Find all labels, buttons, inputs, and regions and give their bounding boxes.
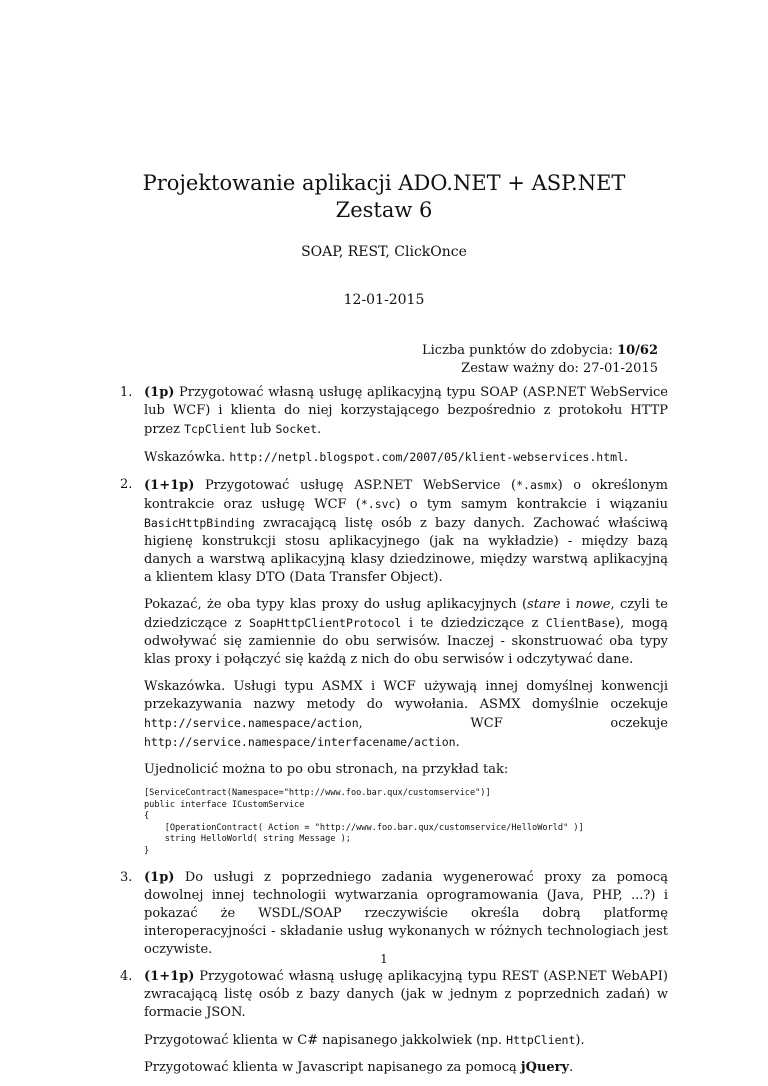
- task-text-part: Przygotować usługę ASP.NET WebService (: [194, 478, 517, 493]
- task-paragraph: Ujednolicić można to po obu stronach, na przykład tak:: [144, 762, 509, 777]
- task-text-part: i: [560, 597, 576, 612]
- task-points: (1+1p): [144, 969, 195, 984]
- code-inline: http://service.namespace/interfacename/action: [144, 735, 456, 749]
- task-number: 4.: [120, 969, 133, 984]
- code-inline: BasicHttpBinding: [144, 516, 255, 530]
- task-paragraph: [144, 596, 668, 669]
- code-inline: *.svc: [360, 497, 396, 511]
- task-text-part: ), mogą odwoływać się zamiennie do obu serwisów. Inaczej - skonstruować oba typy klas proxy i połączyć się każdą z nich do obu serwisów i odczytywać dane.: [144, 616, 668, 667]
- task-text-part: ) o tym samym kontrakcie i wiązaniu: [395, 497, 668, 512]
- task-text-part: i te dziedziczące z: [401, 616, 546, 631]
- task-points: (1p): [144, 385, 175, 400]
- code-inline: Socket: [275, 422, 318, 436]
- points-label: Liczba punktów do zdobycia:: [422, 343, 613, 358]
- code-inline: ClientBase: [545, 616, 616, 630]
- task-text-part: .: [455, 735, 460, 750]
- task-text-part: Przygotować klienta w C# napisanego jakkolwiek (np.: [144, 1033, 507, 1048]
- emphasis: nowe: [575, 597, 611, 612]
- task-4: [120, 968, 668, 1077]
- title-line-2: Zestaw 6: [335, 198, 433, 222]
- task-number: 1.: [120, 385, 133, 400]
- task-text-part: Do usługi z poprzedniego zadania wygenerować proxy za pomocą dowolnej innej technologii wytwarzania oprogramowania (Java, PHP, ...?) i pokazać że WSDL/SOAP rzeczywiście określa dobrą platformę interoperacyjności - składanie usług wykonanych w różnych technologiach jest oczywiste.: [144, 870, 668, 957]
- code-inline: SoapHttpClientProtocol: [249, 616, 402, 630]
- task-hint: [144, 678, 668, 752]
- code-line: }: [144, 845, 150, 856]
- task-text-part: Pokazać, że oba typy klas proxy do usług aplikacyjnych (: [144, 597, 528, 612]
- task-text: [144, 869, 668, 959]
- document-date: 12-01-2015: [343, 292, 425, 308]
- code-inline: *.asmx: [516, 478, 558, 492]
- hint-label: Wskazówka.: [144, 450, 230, 465]
- task-1: [120, 384, 668, 467]
- task-text: [144, 476, 668, 587]
- task-text-part: .: [317, 422, 322, 437]
- document-title: [0, 170, 768, 224]
- code-line: [OperationContract( Action = "http://www.foo.bar.qux/customservice/HelloWorld" )]: [144, 822, 584, 833]
- code-line: public interface ICustomService: [144, 799, 305, 810]
- points-line: [422, 342, 658, 360]
- task-number: 2.: [120, 477, 133, 492]
- document-subtitle: SOAP, REST, ClickOnce: [301, 244, 467, 260]
- code-block: [144, 788, 668, 857]
- code-inline: TcpClient: [184, 422, 247, 436]
- task-text-part: Przygotować własną usługę aplikacyjną typu SOAP (ASP.NET WebService lub WCF) i klienta do niej korzystającego bezpośrednio z protokołu HTTP przez: [144, 385, 668, 437]
- task-list: [120, 384, 668, 1086]
- task-text-part: .: [569, 1060, 574, 1075]
- task-text-part: .: [624, 450, 629, 465]
- task-text-part: Przygotować klienta w Javascript napisanego za pomocą: [144, 1060, 521, 1075]
- task-text-part: , WCF oczekuje: [358, 716, 668, 731]
- task-2: [120, 476, 668, 857]
- task-3: [120, 869, 668, 959]
- task-points: (1+1p): [144, 478, 195, 493]
- code-inline: http://service.namespace/action: [144, 716, 359, 730]
- task-points: (1p): [144, 870, 175, 885]
- title-line-1: Projektowanie aplikacji ADO.NET + ASP.NET: [142, 171, 626, 195]
- task-text-part: ) o określonym kontrakcie oraz usługę WCF (: [144, 478, 668, 512]
- code-line: [ServiceContract(Namespace="http://www.foo.bar.qux/customservice")]: [144, 788, 491, 798]
- task-text-part: lub: [246, 422, 276, 437]
- task-number: 3.: [120, 870, 133, 885]
- task-text-part: Przygotować własną usługę aplikacyjną typu REST (ASP.NET WebAPI) zwracającą listę osób z bazy danych (jak w jednym z poprzednich zadań) w formacie JSON.: [144, 969, 668, 1020]
- assignment-meta: [422, 342, 658, 378]
- emphasis: stare: [527, 597, 561, 612]
- task-paragraph: [144, 1059, 668, 1077]
- code-line: string HelloWorld( string Message );: [144, 834, 351, 844]
- hint-link[interactable]: http://netpl.blogspot.com/2007/05/klient-webservices.html: [229, 450, 625, 464]
- points-value: 10/62: [617, 343, 658, 358]
- page-number: 1: [380, 952, 388, 966]
- task-text: [144, 968, 668, 1022]
- code-line: {: [144, 811, 150, 821]
- code-inline: HttpClient: [506, 1033, 576, 1047]
- task-text: [144, 384, 668, 439]
- bold-text: jQuery: [520, 1060, 570, 1075]
- task-text-part: , czyli te dziedziczące z: [144, 597, 668, 631]
- task-text-part: ).: [575, 1033, 585, 1048]
- task-hint: [144, 448, 668, 467]
- valid-until: Zestaw ważny do: 27-01-2015: [461, 361, 658, 376]
- task-paragraph: [144, 1031, 668, 1050]
- task-text-part: Wskazówka. Usługi typu ASMX i WCF używają innej domyślnej konwencji przekazywania nazwy metody do wywołania. ASMX domyślnie oczekuje: [144, 679, 668, 712]
- task-text-part: zwracającą listę osób z bazy danych. Zachować właściwą higienę konstrukcji stosu aplikacyjnego (jak na wykładzie) - między bazą danych a warstwą aplikacyjną klasy dziedzinowe, między warstwą aplikacyjną a klientem klasy DTO (Data Transfer Object).: [144, 516, 668, 585]
